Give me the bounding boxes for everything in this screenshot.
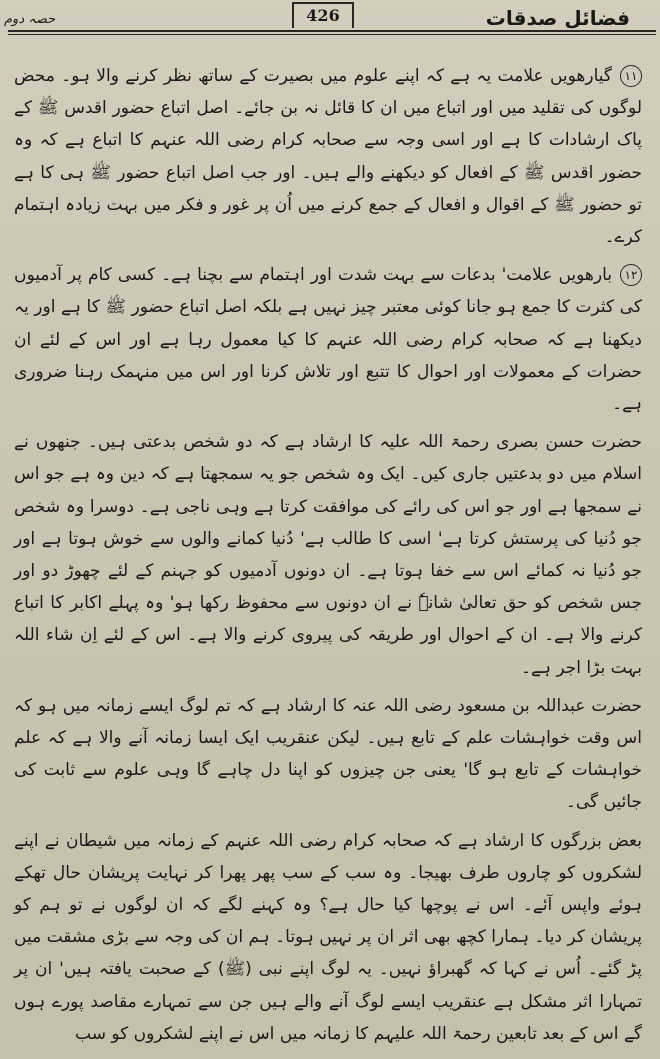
page-number: 426 (292, 2, 354, 28)
paragraph-11 (14, 60, 642, 253)
paragraph-elders: بعض بزرگوں کا ارشاد ہے کہ صحابہ کرام رضی اللہ عنہم کے زمانہ میں شیطان نے اپنے لشکروں کو چاروں طرف بھیجا۔ وہ سب کے سب پھر پھرا کر نہایت پریشان حال تھکے ہوئے واپس آئے۔ اس نے پوچھا کیا حال ہے؟ وہ کہنے لگے کہ ان لوگوں نے تو ہم کو پریشان کر دیا۔ ہمارا کچھ بھی اثر ان پر نہیں ہوتا۔ ہم ان کی وجہ سے بڑی مشقت میں پڑ گئے۔ اُس نے کہا کہ گھبراؤ نہیں۔ یہ لوگ اپنے نبی (ﷺ) کے صحبت یافتہ ہیں' ان پر تمہارا اثر مشکل ہے عنقریب ایسے لوگ آنے والے ہیں جن سے تمہارے مقاصد پورے ہوں گے اس کے بعد تابعین رحمۃ اللہ علیہم کا زمانہ میں اس نے اپنے لشکروں کو سب (14, 830, 642, 1044)
paragraph-text: گیارھویں علامت یہ ہے کہ اپنے علوم میں بصیرت کے ساتھ نظر کرنے والا ہو۔ محض لوگوں کی تقلید میں اور اتباع میں ان کا قائل نہ بن جائے۔ اصل اتباع حضور اقدس ﷺ کے پاک ارشادات کا ہے اور اسی وجہ سے صحابہ کرام رضی اللہ عنہم کا اتباع ہے کہ وہ حضور اقدس ﷺ کے افعال کو دیکھنے والے ہیں۔ اور جب اصل اتباع حضور ﷺ ہی کا ہے تو حضور ﷺ کے اقوال و افعال کے جمع کرنے میں اُن پر غور و فکر میں بہت زیادہ اہتمام کرے۔ (14, 66, 642, 248)
paragraph-12 (14, 259, 642, 420)
section-label: حصہ دوم (4, 12, 56, 27)
paragraph-number: ۱۱ (620, 65, 642, 87)
header-rule (8, 30, 656, 32)
book-title: فضائل صدقات (485, 6, 630, 30)
paragraph-text: بارھویں علامت' بدعات سے بہت شدت اور اہتمام سے بچنا ہے۔ کسی کام پر آدمیوں کی کثرت کا جمع ہو جانا کوئی معتبر چیز نہیں ہے بلکہ اصل اتباع حضور ﷺ کا ہے اور یہ دیکھنا ہے کہ صحابہ کرام رضی اللہ عنہم کا کیا معمول رہا ہے اور اس کے لئے ان حضرات کے معمولات اور احوال کا تتبع اور تلاش کرنا اور اس میں منہمک رہنا ضروری ہے۔ (14, 265, 642, 415)
paragraph-ibn-masud: حضرت عبداللہ بن مسعود رضی اللہ عنہ کا ارشاد ہے کہ تم لوگ ایسے زمانہ میں ہو کہ اس وقت خواہشات علم کے تابع ہیں۔ لیکن عنقریب ایک ایسا زمانہ آنے والا ہے کہ علم خواہشات کے تابع ہو گا' یعنی جن چیزوں کو اپنا دل چاہے گا وہی علوم سے ثابت کی جائیں گی۔ (14, 695, 642, 813)
paragraph-hasan-basri: حضرت حسن بصری رحمۃ اللہ علیہ کا ارشاد ہے کہ دو شخص بدعتی ہیں۔ جنھوں نے اسلام میں دو بدعتیں جاری کیں۔ ایک وہ شخص جو یہ سمجھتا ہے کہ دین وہ ہے جو اس نے سمجھا ہے اور جو اس کی رائے کی موافقت کرتا ہے وہی ناجی ہے۔ دوسرا وہ شخص جو دُنیا کی پرستش کرتا ہے' اسی کا طالب ہے' دُنیا کمانے والوں سے خوش ہوتا ہے اور جو دُنیا نہ کمائے اس سے خفا ہوتا ہے۔ ان دونوں آدمیوں کو جہنم کے لئے چھوڑ دو اور جس شخص کو حق تعالیٰ شانہٗ نے ان دونوں سے محفوظ رکھا ہو' وہ پہلے اکابر کا اتباع کرنے والا ہے۔ ان کے احوال اور طریقہ کی پیروی کرنے والا ہے۔ اس کے لئے اِن شاء اللہ بہت بڑا اجر ہے۔ (14, 432, 642, 678)
page-body (14, 60, 642, 1051)
header-rule-thin (8, 34, 656, 35)
page-header (0, 0, 660, 44)
paragraph-number: ۱۲ (620, 264, 642, 286)
